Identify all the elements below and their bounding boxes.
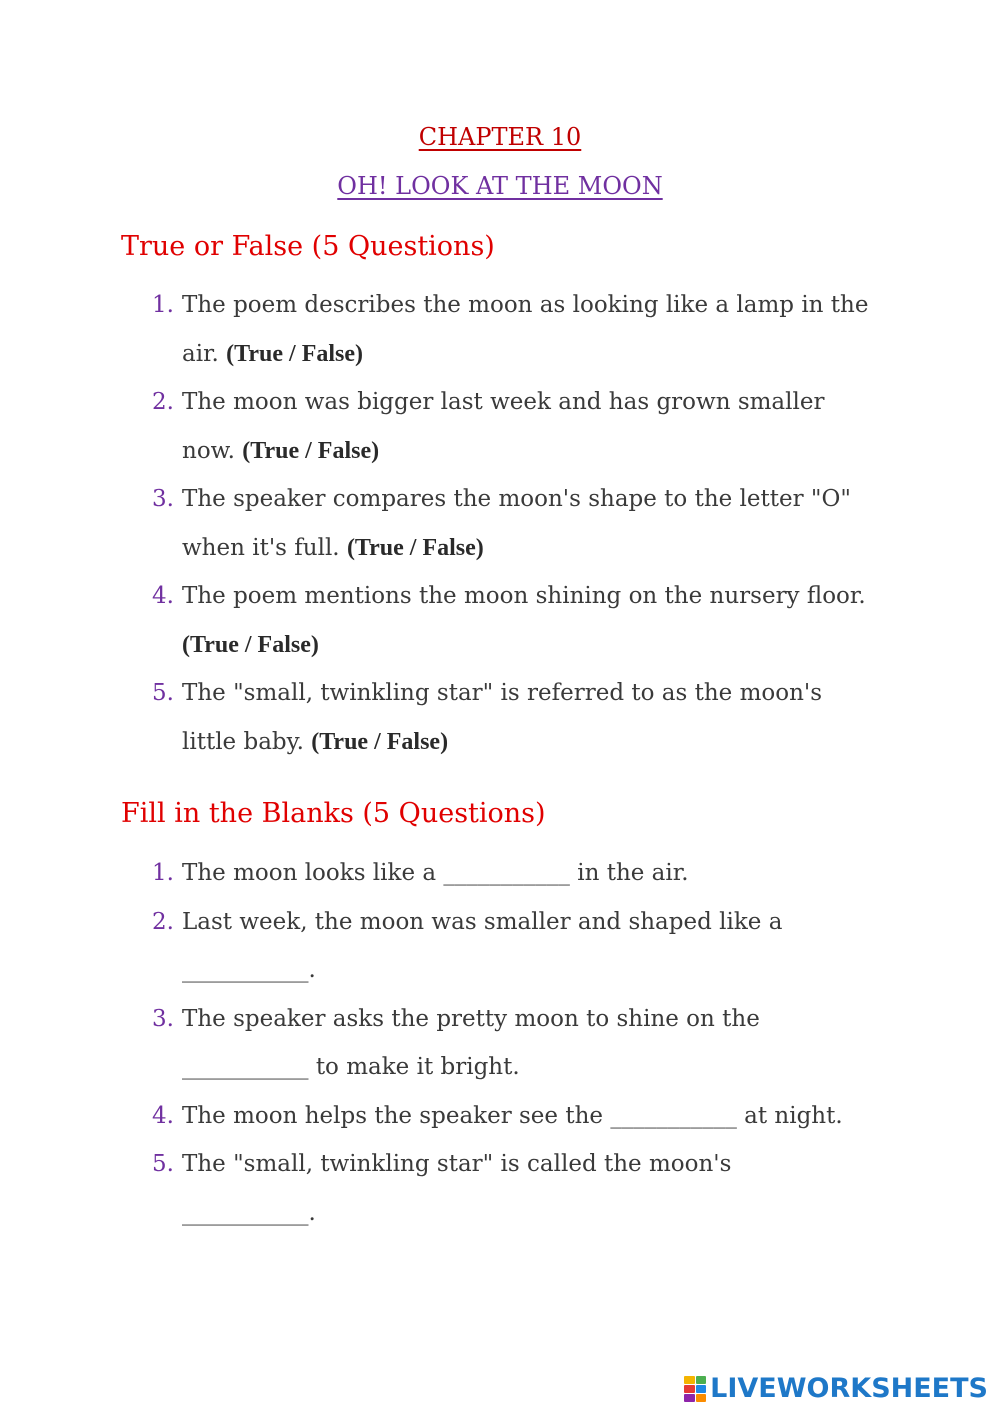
question-text-before: The speaker asks the pretty moon to shine on the — [182, 1005, 760, 1032]
true-false-options: (True / False) — [182, 631, 319, 658]
chapter-title: CHAPTER 10 — [418, 123, 582, 151]
question-text: The moon was bigger last week and has grown smaller now. — [182, 389, 825, 464]
question-number: 2. — [152, 389, 174, 415]
true-false-options: (True / False) — [311, 728, 449, 755]
true-false-question-2 — [0, 378, 882, 475]
true-false-question-4 — [0, 572, 882, 669]
question-text-before: The "small, twinkling star" is called the moon's — [182, 1151, 732, 1177]
liveworksheets-logo[interactable] — [684, 1374, 988, 1404]
question-text: The poem describes the moon as looking like a lamp in the air. — [182, 292, 869, 367]
question-number: 3. — [152, 1005, 174, 1032]
true-false-question-5 — [0, 669, 882, 766]
question-text-after: in the air. — [577, 860, 689, 886]
poem-title: OH! LOOK AT THE MOON — [337, 172, 663, 200]
fill-blank-question-4 — [0, 1092, 882, 1141]
true-false-list — [0, 281, 1000, 766]
question-text-after: . — [308, 1199, 316, 1226]
question-number: 2. — [152, 908, 174, 935]
true-false-question-1 — [0, 281, 882, 378]
answer-blank[interactable]: ___________ — [443, 860, 570, 886]
question-number: 1. — [152, 860, 174, 886]
question-text-after: to make it bright. — [315, 1054, 520, 1080]
question-text-before: The moon helps the speaker see the — [182, 1102, 604, 1129]
answer-blank[interactable]: ___________ — [182, 1199, 309, 1226]
fill-blank-question-2 — [0, 898, 882, 995]
true-false-options: (True / False) — [346, 534, 484, 561]
question-text: The speaker compares the moon's shape to the letter "O" when it's full. — [182, 486, 851, 561]
question-text-before: Last week, the moon was smaller and shaped like a — [182, 908, 783, 935]
true-false-options: (True / False) — [226, 340, 364, 367]
logo-icon — [684, 1376, 706, 1402]
fill-blanks-list — [0, 849, 1000, 1237]
question-text-before: The moon looks like a — [182, 860, 437, 886]
answer-blank[interactable]: ___________ — [182, 957, 309, 983]
true-false-question-3 — [0, 475, 882, 572]
brand-name: LIVEWORKSHEETS — [710, 1373, 988, 1404]
question-text-after: . — [308, 957, 316, 983]
question-text: The "small, twinkling star" is referred to as the moon's little baby. — [182, 680, 823, 755]
fill-blanks-heading: Fill in the Blanks (5 Questions) — [121, 798, 546, 829]
fill-blank-question-3 — [0, 995, 882, 1092]
fill-blank-question-5 — [0, 1140, 882, 1237]
question-number: 5. — [152, 1151, 174, 1177]
true-false-heading: True or False (5 Questions) — [121, 231, 495, 262]
question-text-after: at night. — [744, 1102, 843, 1129]
question-number: 5. — [152, 680, 174, 706]
question-text: The poem mentions the moon shining on the nursery floor. — [182, 583, 866, 609]
fill-blank-question-1 — [0, 849, 882, 898]
answer-blank[interactable]: ___________ — [610, 1102, 737, 1129]
question-number: 1. — [152, 292, 174, 318]
true-false-options: (True / False) — [242, 437, 380, 464]
question-number: 3. — [152, 486, 174, 512]
question-number: 4. — [152, 1102, 174, 1129]
answer-blank[interactable]: ___________ — [182, 1054, 309, 1080]
question-number: 4. — [152, 583, 174, 609]
